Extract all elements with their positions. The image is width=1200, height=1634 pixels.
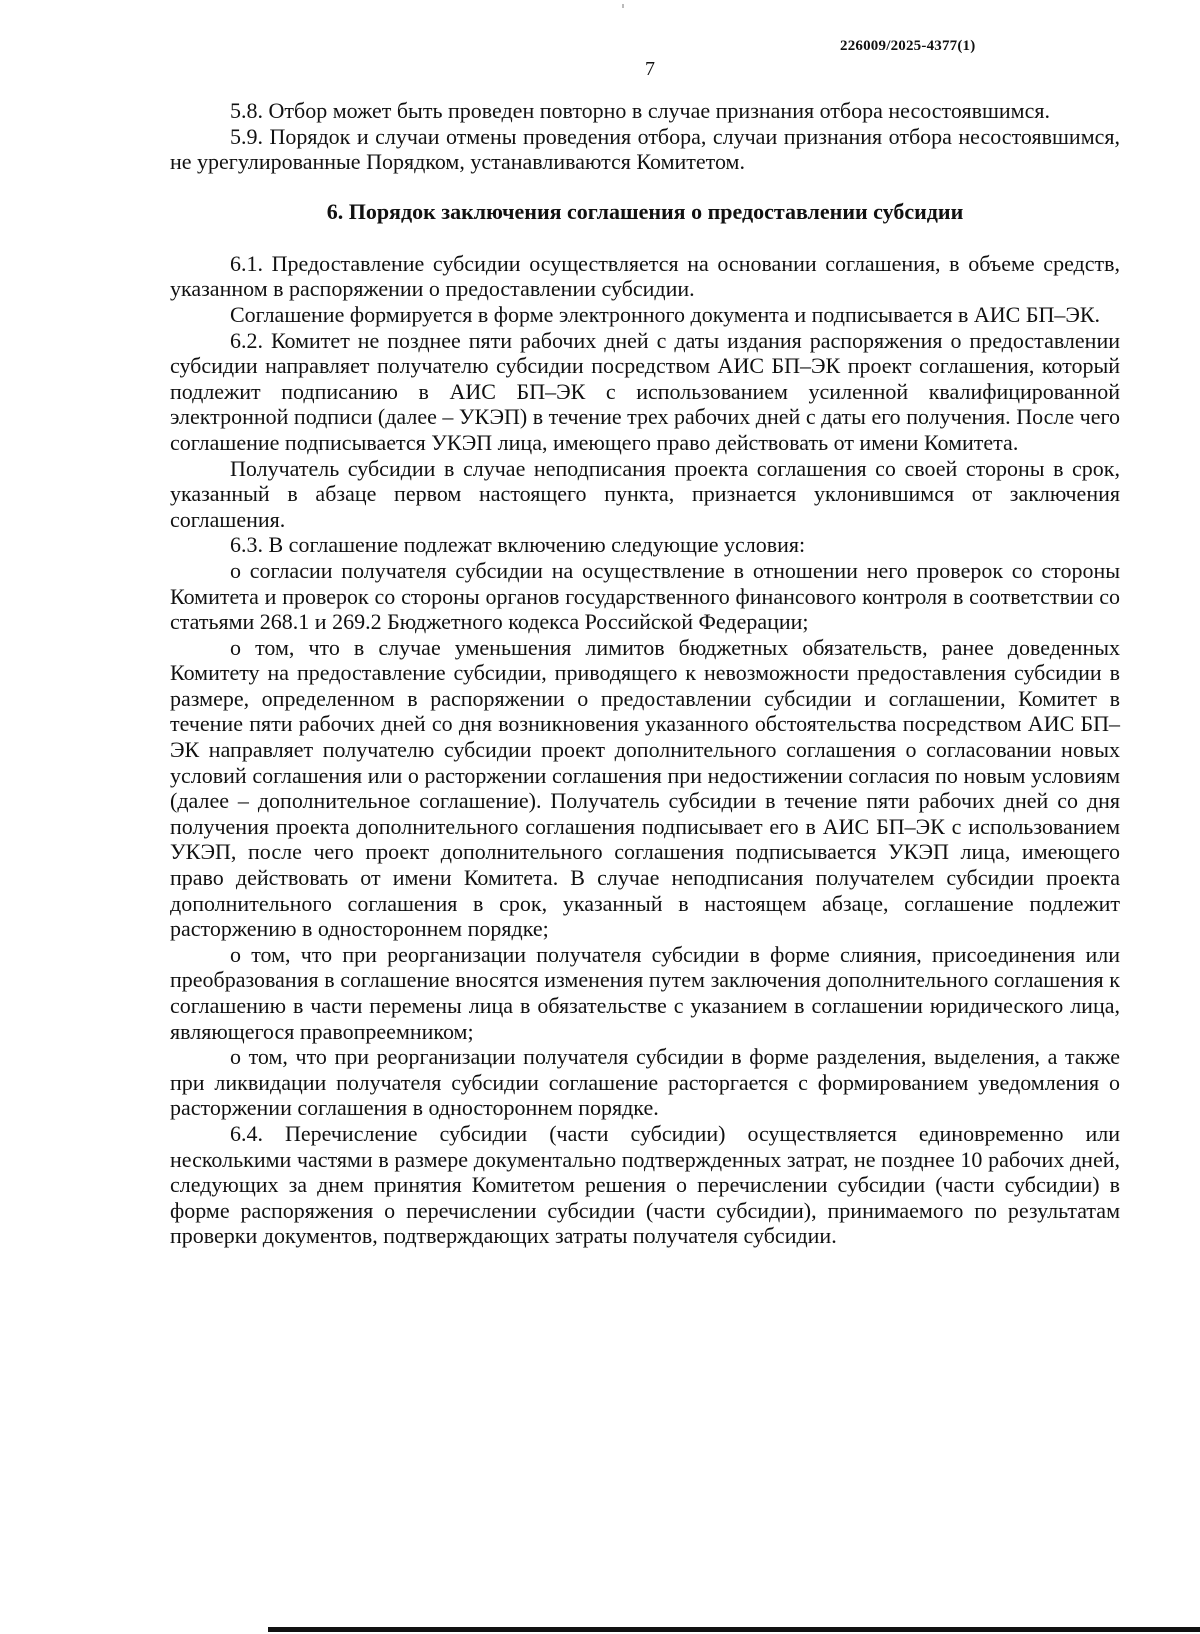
paragraph-6-3: 6.3. В соглашение подлежат включению следующие условия: (230, 532, 806, 558)
page-number: 7 (645, 58, 655, 80)
paragraph-6-3-condition-merger: о том, что при реорганизации получателя субсидии в форме слияния, присоединения или преобразования в соглашение вносятся изменения путем заключения дополнительного соглашения к соглашению в части перемены лица в обязательстве с указанием в соглашении юридического лица, являющегося правопреемником; (170, 941, 1120, 1044)
paragraph-6-2: 6.2. Комитет не позднее пяти рабочих дней с даты издания распоряжения о предоставлении субсидии направляет получателю субсидии посредством АИС БП–ЭК проект соглашения, который подлежит подписанию в АИС БП–ЭК с использованием усиленной квалифицированной электронной подписи (далее – УКЭП) в течение трех рабочих дней с даты его получения. После чего соглашение подписывается УКЭП лица, имеющего право действовать от имени Комитета. (170, 327, 1120, 455)
document-body (170, 98, 1120, 1249)
paragraph-6-1: 6.1. Предоставление субсидии осуществляется на основании соглашения, в объеме средств, указанном в распоряжении о предоставлении субсидии. (170, 250, 1120, 302)
paragraph-6-3-condition-liquidation: о том, что при реорганизации получателя субсидии в форме разделения, выделения, а также при ликвидации получателя субсидии соглашение расторгается с формированием уведомления о расторжении соглашения в одностороннем порядке. (170, 1044, 1120, 1121)
paragraph-6-3-condition-consent: о согласии получателя субсидии на осуществление в отношении него проверок со стороны Комитета и проверок со стороны органов государственного финансового контроля в соответствии со статьями 268.1 и 269.2 Бюджетного кодекса Российской Федерации; (170, 557, 1120, 635)
paragraph-6-3-condition-limits: о том, что в случае уменьшения лимитов бюджетных обязательств, ранее доведенных Комитету на предоставление субсидии, приводящего к невозможности предоставления субсидии в размере, определенном в распоряжении о предоставлении субсидии и соглашении, Комитет в течение пяти рабочих дней со дня возникновения указанного обстоятельства посредством АИС БП–ЭК направляет получателю субсидии проект дополнительного соглашения о согласовании новых условий соглашения или о расторжении соглашения при недостижении согласия по новым условиям (далее – дополнительное соглашение). Получатель субсидии в течение пяти рабочих дней со дня получения проекта дополнительного соглашения подписывает его в АИС БП–ЭК с использованием УКЭП, после чего проект дополнительного соглашения подписывается УКЭП лица, имеющего право действовать от имени Комитета. В случае неподписания получателем субсидии проекта дополнительного соглашения в срок, указанный в настоящем абзаце, соглашение подлежит расторжению в одностороннем порядке; (170, 634, 1120, 942)
paragraph-6-4: 6.4. Перечисление субсидии (части субсидии) осуществляется единовременно или несколькими частями в размере документально подтвержденных затрат, не позднее 10 рабочих дней, следующих за днем принятия Комитетом решения о перечислении субсидии (части субсидии) в форме распоряжения о перечислении субсидии (части субсидии), принимаемого по результатам проверки документов, подтверждающих затраты получателя субсидии. (170, 1120, 1120, 1249)
section-title: 6. Порядок заключения соглашения о предоставлении субсидии (326, 198, 964, 224)
paragraph-5-8: 5.8. Отбор может быть проведен повторно в случае признания отбора несостоявшимся. (230, 98, 1050, 123)
paragraph-5-9: 5.9. Порядок и случаи отмены проведения отбора, случаи признания отбора несостоявшимся, не урегулированные Порядком, устанавливаются Комитетом. (170, 123, 1120, 175)
paragraph-6-2-evasion: Получатель субсидии в случае неподписания проекта соглашения со своей стороны в срок, указанный в абзаце первом настоящего пункта, признается уклонившимся от заключения соглашения. (170, 455, 1120, 532)
paragraph-6-1-agreement-form: Соглашение формируется в форме электронного документа и подписывается в АИС БП–ЭК. (230, 301, 1101, 327)
bottom-scan-border (268, 1627, 1200, 1632)
document-id: 226009/2025-4377(1) (840, 38, 976, 54)
scan-mark (622, 4, 624, 8)
